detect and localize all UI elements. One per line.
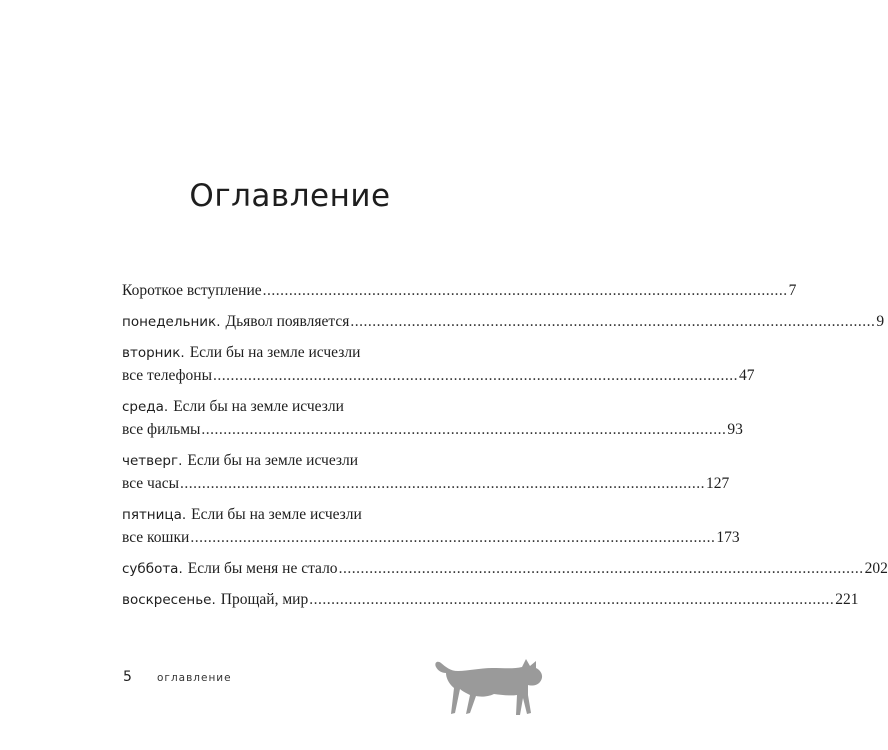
- toc-entry-title: Если бы на земле исчезли: [187, 452, 359, 469]
- toc-page-number: 173: [716, 529, 740, 546]
- toc-entry-title: Если бы на земле исчезли: [189, 344, 361, 361]
- toc-entry-title: Дьявол появляется: [225, 313, 350, 330]
- dot-leader: ........................................................................................................................: [350, 313, 876, 330]
- page-title: Оглавление: [189, 178, 391, 214]
- toc-entry-monday[interactable]: [122, 313, 885, 336]
- toc-entry-title-continued: все часы: [122, 475, 180, 492]
- toc-entry-title: Короткое вступление: [122, 282, 262, 299]
- dot-leader: ........................................................................................................................: [338, 560, 864, 577]
- toc-page-number: 93: [727, 421, 743, 438]
- toc-entry-title: Если бы на земле исчезли: [191, 506, 362, 523]
- toc-day-label: воскресенье.: [122, 592, 216, 608]
- footer-page-number: 5: [123, 669, 132, 685]
- toc-page-number: 9: [876, 313, 885, 330]
- toc-day-label: среда.: [122, 399, 169, 415]
- table-of-contents: [122, 282, 888, 622]
- toc-entry-title: Если бы на земле исчезли: [173, 398, 344, 415]
- running-footer-label: оглавление: [157, 672, 232, 684]
- toc-entry-title-continued: все телефоны: [122, 367, 213, 384]
- toc-page-number: 127: [706, 475, 730, 492]
- toc-entry-title-continued: все кошки: [122, 529, 190, 546]
- dot-leader: ........................................................................................................................: [201, 421, 727, 438]
- toc-day-label: вторник.: [122, 345, 185, 361]
- dot-leader: ........................................................................................................................: [190, 529, 716, 546]
- toc-entry-title-continued: все фильмы: [122, 421, 201, 438]
- toc-entry-intro[interactable]: [122, 282, 797, 305]
- dot-leader: ........................................................................................................................: [180, 475, 706, 492]
- toc-page-number: 221: [835, 591, 859, 608]
- toc-day-label: четверг.: [122, 453, 183, 469]
- toc-page-number: 47: [739, 367, 755, 384]
- walking-cat-icon: [432, 655, 552, 721]
- cat-silhouette: [435, 659, 542, 715]
- toc-entry-friday[interactable]: [122, 506, 740, 552]
- toc-page-number: 202: [864, 560, 888, 577]
- toc-day-label: пятница.: [122, 507, 187, 523]
- toc-entry-saturday[interactable]: [122, 560, 888, 583]
- toc-page-number: 7: [788, 282, 797, 299]
- toc-entry-title: Прощай, мир: [220, 591, 309, 608]
- dot-leader: ........................................................................................................................: [213, 367, 739, 384]
- toc-entry-tuesday[interactable]: [122, 344, 755, 390]
- toc-day-label: суббота.: [122, 561, 183, 577]
- toc-day-label: понедельник.: [122, 314, 221, 330]
- dot-leader: ........................................................................................................................: [309, 591, 835, 608]
- toc-entry-title: Если бы меня не стало: [187, 560, 338, 577]
- toc-entry-wednesday[interactable]: [122, 398, 743, 444]
- toc-entry-sunday[interactable]: [122, 591, 859, 614]
- dot-leader: ........................................................................................................................: [262, 282, 788, 299]
- toc-entry-thursday[interactable]: [122, 452, 730, 498]
